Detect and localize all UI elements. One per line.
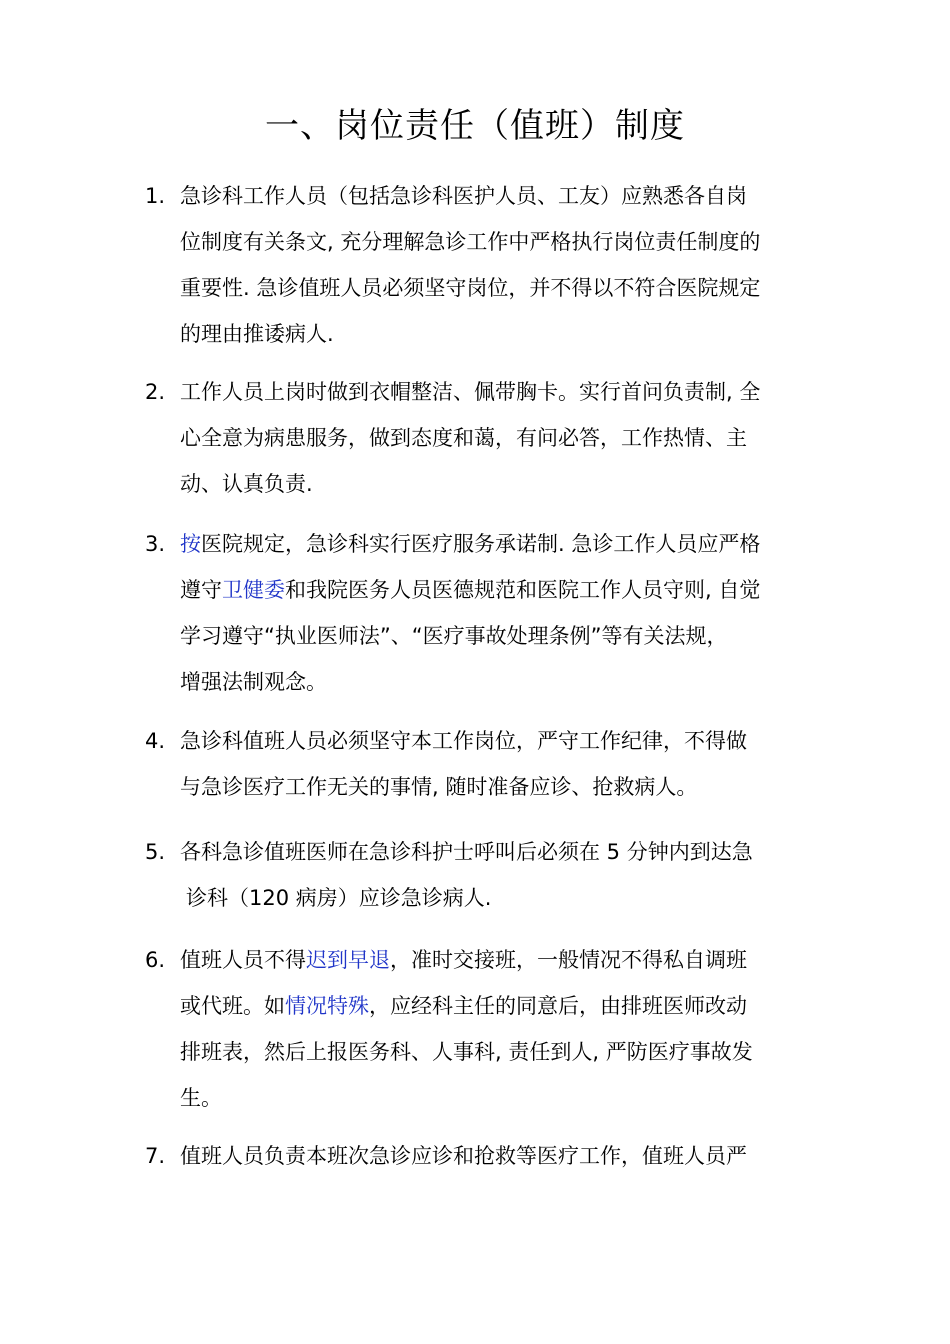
item-text-line: 学习遵守“执业医师法”、“医疗事故处理条例”等有关法规， [180,624,728,648]
item-number: 2. [145,380,166,404]
hyperlink[interactable]: 迟到早退 [306,948,390,972]
text-segment: 和我院医务人员医德规范和医院工作人员守则, 自觉 [285,578,761,602]
item-text-line [180,567,760,613]
page-title: 一、岗位责任（值班）制度 [265,106,685,146]
item-text-line [180,983,747,1029]
text-segment: 遵守 [180,578,222,602]
item-text-line: 的理由推诿病人. [180,322,334,346]
text-segment: ，应经科主任的同意后，由排班医师改动 [369,994,747,1018]
item-number: 1. [145,184,166,208]
hyperlink[interactable]: 按 [180,532,201,556]
item-number: 7. [145,1144,166,1168]
item-number: 6. [145,948,166,972]
item-text-line [180,521,760,567]
item-text-line: 排班表，然后上报医务科、人事科, 责任到人, 严防医疗事故发 [180,1040,753,1064]
item-text-line: 重要性. 急诊值班人员必须坚守岗位，并不得以不符合医院规定 [180,276,761,300]
item-text-line [180,937,747,983]
text-segment: ，准时交接班，一般情况不得私自调班 [390,948,747,972]
item-text-line: 生。 [180,1086,222,1110]
item-text-line: 工作人员上岗时做到衣帽整洁、佩带胸卡。实行首问负责制, 全 [180,380,761,404]
item-text-line: 急诊科值班人员必须坚守本工作岗位，严守工作纪律，不得做 [180,729,747,753]
text-segment: 或代班。如 [180,994,285,1018]
item-text-line: 各科急诊值班医师在急诊科护士呼叫后必须在 5 分钟内到达急 [180,840,753,864]
text-segment: 医院规定，急诊科实行医疗服务承诺制. 急诊工作人员应严格 [201,532,761,556]
item-text-line: 动、认真负责. [180,472,313,496]
item-text-line: 位制度有关条文, 充分理解急诊工作中严格执行岗位责任制度的 [180,230,761,254]
item-number: 3. [145,532,166,556]
hyperlink[interactable]: 卫健委 [222,578,285,602]
item-text-line: 心全意为病患服务，做到态度和蔼，有问必答，工作热情、主 [180,426,747,450]
item-text-line: 值班人员负责本班次急诊应诊和抢救等医疗工作，值班人员严 [180,1144,747,1168]
item-text-line: 诊科（120 病房）应诊急诊病人. [186,886,492,910]
item-text-line: 增强法制观念。 [180,670,327,694]
text-segment: 值班人员不得 [180,948,306,972]
item-number: 5. [145,840,166,864]
item-text-line: 与急诊医疗工作无关的事情, 随时准备应诊、抢救病人。 [180,775,698,799]
item-number: 4. [145,729,166,753]
hyperlink[interactable]: 情况特殊 [285,994,369,1018]
item-text-line: 急诊科工作人员（包括急诊科医护人员、工友）应熟悉各自岗 [180,184,747,208]
